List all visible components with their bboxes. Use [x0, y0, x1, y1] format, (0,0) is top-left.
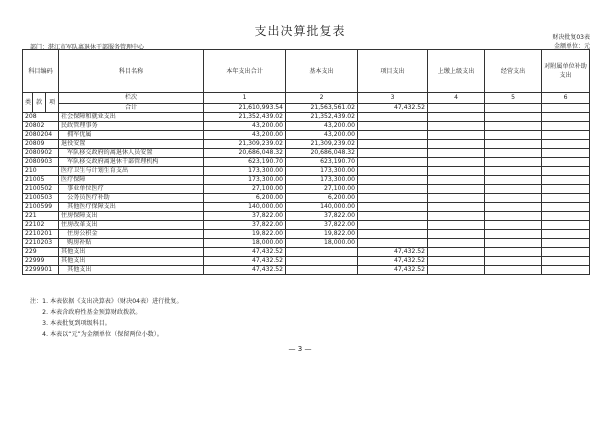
project-amount: 47,432.52	[358, 248, 428, 257]
subject-name: 退役安置	[59, 140, 204, 149]
business-amount	[485, 221, 542, 230]
business-amount	[485, 104, 542, 113]
total-amount: 47,432.52	[204, 257, 286, 266]
business-amount	[485, 131, 542, 140]
header-total: 本年支出合计	[204, 50, 286, 93]
upper-amount	[428, 230, 485, 239]
note-line: 3. 本表批复到项级科目。	[30, 320, 111, 327]
table-row	[23, 167, 590, 176]
table-row	[23, 221, 590, 230]
subject-name: 住房保障支出	[59, 212, 204, 221]
business-amount	[485, 257, 542, 266]
subsidy-amount	[542, 239, 590, 248]
business-amount	[485, 230, 542, 239]
subject-name: 其他医疗保障支出	[59, 203, 204, 212]
subject-code: 2080204	[23, 131, 59, 140]
subject-name: 民政管理事务	[59, 122, 204, 131]
total-amount: 47,432.52	[204, 248, 286, 257]
basic-amount: 43,200.00	[286, 131, 358, 140]
total-amount: 21,309,239.02	[204, 140, 286, 149]
project-amount: 47,432.52	[358, 266, 428, 275]
subject-name: 住房公积金	[59, 230, 204, 239]
subject-name: 医疗保障	[59, 176, 204, 185]
total-amount: 37,822.00	[204, 212, 286, 221]
upper-amount	[428, 203, 485, 212]
table-row	[23, 176, 590, 185]
subject-name: 事业单位医疗	[59, 185, 204, 194]
table-row	[23, 185, 590, 194]
subsidy-amount	[542, 131, 590, 140]
business-amount	[485, 140, 542, 149]
header-name: 科目名称	[59, 50, 204, 93]
basic-amount	[286, 248, 358, 257]
project-amount	[358, 176, 428, 185]
project-amount	[358, 239, 428, 248]
total-amount: 21,610,993.54	[204, 104, 286, 113]
project-amount: 47,432.52	[358, 257, 428, 266]
basic-amount: 21,563,561.02	[286, 104, 358, 113]
basic-amount: 19,822.00	[286, 230, 358, 239]
upper-amount	[428, 104, 485, 113]
basic-amount: 21,352,439.02	[286, 113, 358, 122]
upper-amount	[428, 158, 485, 167]
total-amount: 6,200.00	[204, 194, 286, 203]
subject-code: 229	[23, 248, 59, 257]
upper-amount	[428, 239, 485, 248]
basic-amount: 6,200.00	[286, 194, 358, 203]
header-upper: 上缴上级支出	[428, 50, 485, 93]
col-number-5: 5	[485, 93, 542, 104]
upper-amount	[428, 194, 485, 203]
subject-code: 20802	[23, 122, 59, 131]
subsidy-amount	[542, 257, 590, 266]
subsidy-amount	[542, 266, 590, 275]
project-amount	[358, 131, 428, 140]
project-amount	[358, 149, 428, 158]
table-row	[23, 149, 590, 158]
table-row	[23, 203, 590, 212]
basic-amount	[286, 266, 358, 275]
subsidy-amount	[542, 230, 590, 239]
expenditure-table	[22, 49, 590, 275]
table-row	[23, 248, 590, 257]
col-number-6: 6	[542, 93, 590, 104]
subject-name: 社会保障和就业支出	[59, 113, 204, 122]
business-amount	[485, 248, 542, 257]
subsidy-amount	[542, 140, 590, 149]
subsidy-amount	[542, 248, 590, 257]
business-amount	[485, 203, 542, 212]
col-number-3: 3	[358, 93, 428, 104]
subject-code: 21005	[23, 176, 59, 185]
basic-amount	[286, 257, 358, 266]
subject-name: 拥军优属	[59, 131, 204, 140]
upper-amount	[428, 257, 485, 266]
subject-name: 其他支出	[59, 266, 204, 275]
upper-amount	[428, 212, 485, 221]
document-title: 支出决算批复表	[254, 24, 346, 38]
project-amount	[358, 113, 428, 122]
upper-amount	[428, 176, 485, 185]
subsidy-amount	[542, 122, 590, 131]
total-amount: 20,686,048.32	[204, 149, 286, 158]
basic-amount: 37,822.00	[286, 212, 358, 221]
project-amount	[358, 167, 428, 176]
table-row	[23, 122, 590, 131]
upper-amount	[428, 248, 485, 257]
project-amount	[358, 203, 428, 212]
business-amount	[485, 158, 542, 167]
subsidy-amount	[542, 185, 590, 194]
header-xiang: 项	[46, 93, 59, 113]
subject-code: 22999	[23, 257, 59, 266]
basic-amount: 27,100.00	[286, 185, 358, 194]
subject-code: 208	[23, 113, 59, 122]
subsidy-amount	[542, 221, 590, 230]
project-amount	[358, 230, 428, 239]
business-amount	[485, 194, 542, 203]
subsidy-amount	[542, 176, 590, 185]
total-row	[23, 104, 590, 113]
table-row	[23, 239, 590, 248]
subject-code: 210	[23, 167, 59, 176]
subsidy-amount	[542, 167, 590, 176]
business-amount	[485, 167, 542, 176]
subject-code: 2080902	[23, 149, 59, 158]
header-subsidy: 对附属单位补助支出	[542, 50, 590, 93]
project-amount	[358, 221, 428, 230]
table-row	[23, 266, 590, 275]
upper-amount	[428, 140, 485, 149]
total-amount: 43,200.00	[204, 122, 286, 131]
table-row	[23, 113, 590, 122]
col-number-4: 4	[428, 93, 485, 104]
table-row	[23, 212, 590, 221]
subject-code: 2080903	[23, 158, 59, 167]
upper-amount	[428, 113, 485, 122]
col-number-2: 2	[286, 93, 358, 104]
total-amount: 19,822.00	[204, 230, 286, 239]
business-amount	[485, 212, 542, 221]
subject-code: 22102	[23, 221, 59, 230]
subject-code: 2210203	[23, 239, 59, 248]
subject-name: 公务员医疗补助	[59, 194, 204, 203]
project-amount	[358, 194, 428, 203]
note-line: 2. 本表含政府性基金预算财政拨款。	[30, 309, 142, 316]
subsidy-amount	[542, 149, 590, 158]
subsidy-amount	[542, 212, 590, 221]
business-amount	[485, 239, 542, 248]
project-amount	[358, 158, 428, 167]
header-basic: 基本支出	[286, 50, 358, 93]
table-row	[23, 230, 590, 239]
table-row	[23, 131, 590, 140]
note-line: 4. 本表以“元”为金额单位（保留两位小数）。	[30, 331, 163, 338]
table-row	[23, 194, 590, 203]
total-amount: 140,000.00	[204, 203, 286, 212]
basic-amount: 173,300.00	[286, 176, 358, 185]
subsidy-amount	[542, 113, 590, 122]
subject-name: 住房改革支出	[59, 221, 204, 230]
department-label: 部门：湛江市军队离退休干部服务管理中心	[30, 44, 145, 51]
upper-amount	[428, 266, 485, 275]
basic-amount: 140,000.00	[286, 203, 358, 212]
header-lanci: 栏次	[59, 93, 204, 104]
basic-amount: 21,309,239.02	[286, 140, 358, 149]
notes	[30, 296, 183, 340]
business-amount	[485, 149, 542, 158]
subsidy-amount	[542, 194, 590, 203]
col-number-1: 1	[204, 93, 286, 104]
total-amount: 173,300.00	[204, 176, 286, 185]
subject-code: 2100599	[23, 203, 59, 212]
project-amount	[358, 122, 428, 131]
project-amount: 47,432.52	[358, 104, 428, 113]
total-amount: 623,190.70	[204, 158, 286, 167]
note-line: 注：1. 本表依据《支出决算表》（财决04表）进行批复。	[30, 298, 183, 305]
subject-code: 221	[23, 212, 59, 221]
basic-amount: 37,822.00	[286, 221, 358, 230]
total-amount: 43,200.00	[204, 131, 286, 140]
total-label: 合计	[59, 104, 204, 113]
subject-name: 购房补贴	[59, 239, 204, 248]
header-business: 经营支出	[485, 50, 542, 93]
column-number-row	[23, 93, 590, 104]
subject-name: 军队移交政府离退休干部管理机构	[59, 158, 204, 167]
total-amount: 21,352,439.02	[204, 113, 286, 122]
subject-name: 军队移交政府的离退休人员安置	[59, 149, 204, 158]
upper-amount	[428, 122, 485, 131]
header-code: 科目编码	[23, 50, 59, 93]
upper-amount	[428, 149, 485, 158]
subject-name: 医疗卫生与计划生育支出	[59, 167, 204, 176]
subject-code: 2100503	[23, 194, 59, 203]
table-header-row	[23, 50, 590, 93]
basic-amount: 43,200.00	[286, 122, 358, 131]
subject-name: 其他支出	[59, 257, 204, 266]
total-amount: 47,432.52	[204, 266, 286, 275]
amount-unit: 金额单位：元	[553, 43, 590, 50]
subject-code: 20809	[23, 140, 59, 149]
subject-code: 2100502	[23, 185, 59, 194]
header-kuan: 款	[33, 93, 46, 113]
total-amount: 18,000.00	[204, 239, 286, 248]
header-project: 项目支出	[358, 50, 428, 93]
upper-amount	[428, 185, 485, 194]
subsidy-amount	[542, 104, 590, 113]
business-amount	[485, 266, 542, 275]
form-number: 财决批复03表	[552, 34, 590, 41]
basic-amount: 173,300.00	[286, 167, 358, 176]
project-amount	[358, 212, 428, 221]
table-row	[23, 257, 590, 266]
header-lei: 类	[23, 93, 33, 113]
subsidy-amount	[542, 158, 590, 167]
table-row	[23, 140, 590, 149]
upper-amount	[428, 131, 485, 140]
basic-amount: 20,686,048.32	[286, 149, 358, 158]
upper-amount	[428, 167, 485, 176]
total-amount: 37,822.00	[204, 221, 286, 230]
business-amount	[485, 176, 542, 185]
page-number: — 3 —	[288, 345, 312, 353]
table-row	[23, 158, 590, 167]
business-amount	[485, 113, 542, 122]
basic-amount: 18,000.00	[286, 239, 358, 248]
subsidy-amount	[542, 203, 590, 212]
subject-code: 2299901	[23, 266, 59, 275]
subject-name: 其他支出	[59, 248, 204, 257]
subject-code: 2210201	[23, 230, 59, 239]
business-amount	[485, 185, 542, 194]
total-amount: 173,300.00	[204, 167, 286, 176]
project-amount	[358, 140, 428, 149]
total-amount: 27,100.00	[204, 185, 286, 194]
business-amount	[485, 122, 542, 131]
upper-amount	[428, 221, 485, 230]
basic-amount: 623,190.70	[286, 158, 358, 167]
project-amount	[358, 185, 428, 194]
